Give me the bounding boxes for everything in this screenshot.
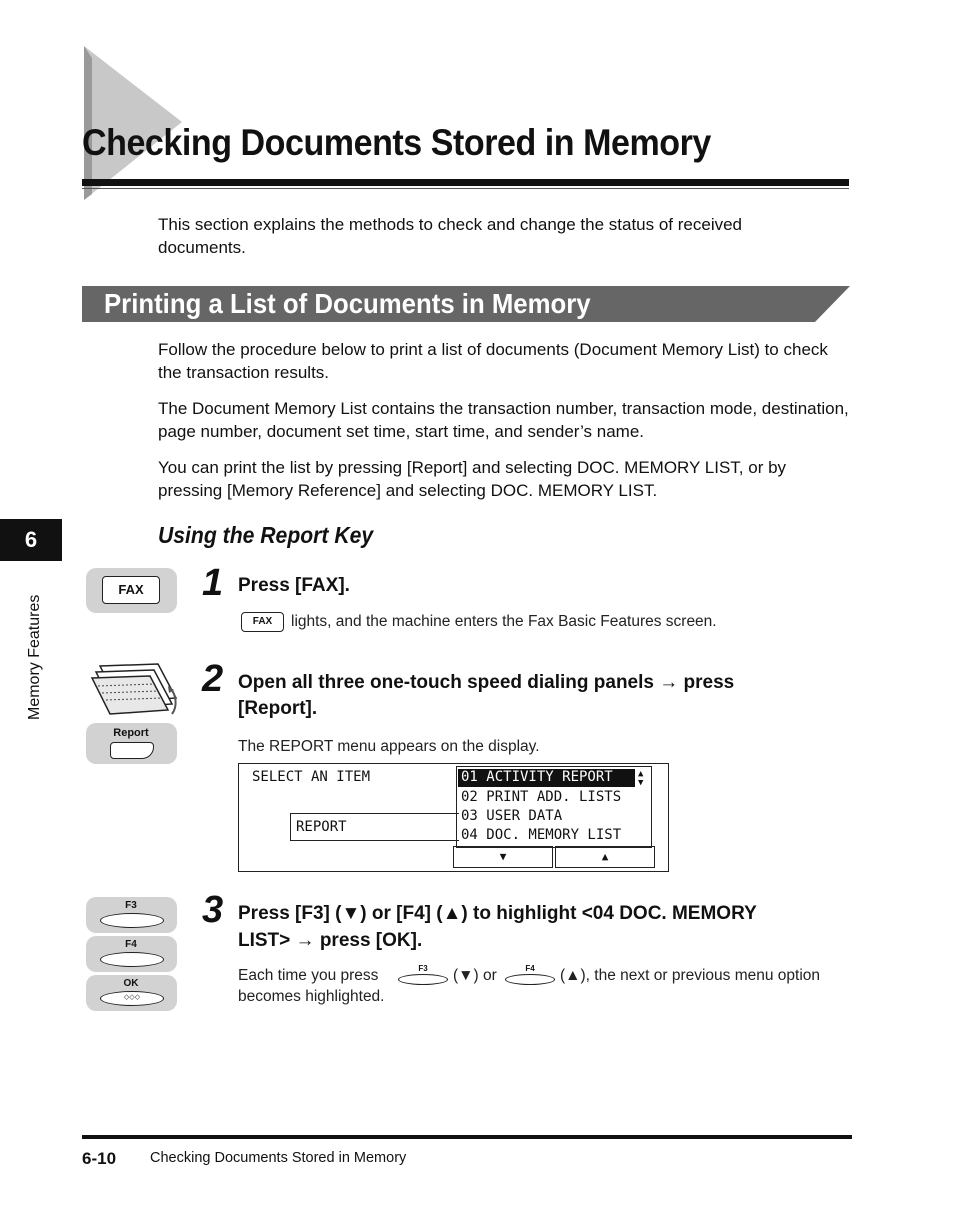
f3-inline-key-shape — [398, 974, 448, 985]
section-paragraph-3: You can print the list by pressing [Report] and selecting DOC. MEMORY LIST, or by pressing [Memory Reference] and selecting DOC. MEMORY LIST. — [158, 458, 787, 500]
f3-inline-key-label: F3 — [418, 964, 428, 973]
section-title: Printing a List of Documents in Memory — [104, 288, 591, 319]
f4-inline-key-shape — [505, 974, 555, 985]
f3-key-illustration — [86, 897, 177, 933]
footer-page-number: 6-10 — [82, 1149, 117, 1168]
step-3-heading-line-2: LIST> → press [OK]. — [238, 930, 423, 951]
lcd-display — [238, 763, 669, 872]
lcd-up-button[interactable]: ▲ — [555, 846, 655, 868]
step-1-heading: Press [FAX]. — [238, 575, 350, 596]
f4-key-button — [100, 952, 164, 967]
ok-key-illustration — [86, 975, 177, 1011]
lcd-field-value: REPORT — [296, 819, 347, 835]
subsection-title: Using the Report Key — [158, 522, 374, 548]
page-title: Checking Documents Stored in Memory — [82, 122, 711, 163]
fax-key-inline-icon: FAX — [241, 612, 284, 632]
chapter-side-label: Memory Features — [26, 594, 43, 720]
title-rule — [82, 179, 849, 186]
step-3-note-b: (▼) or — [453, 967, 497, 984]
footer-rule — [82, 1135, 852, 1139]
f4-key-label: F4 — [125, 939, 137, 950]
f3-key-label: F3 — [125, 900, 137, 911]
step-2-heading-line-2: [Report]. — [238, 698, 318, 719]
ok-key-button: ◇◇◇ — [100, 991, 164, 1006]
lcd-down-button[interactable]: ▼ — [453, 846, 553, 868]
lcd-scroll-arrows-icon: ▲ ▼ — [638, 769, 644, 788]
footer-title: Checking Documents Stored in Memory — [150, 1150, 407, 1166]
f4-key-illustration — [86, 936, 177, 972]
step-3-note-a: Each time you press — [238, 967, 379, 984]
f4-inline-key-label: F4 — [525, 964, 535, 973]
f3-inline-key-icon — [398, 964, 448, 986]
intro-paragraph: This section explains the methods to check and change the status of received documents. — [158, 215, 743, 257]
section-paragraph-1: Follow the procedure below to print a list of documents (Document Memory List) to check the transaction results. — [158, 340, 828, 382]
lcd-menu-item-2[interactable]: 02 PRINT ADD. LISTS — [461, 789, 622, 805]
step-3-note-c: (▲), the next or previous menu option — [560, 967, 821, 984]
step-1-number: 1 — [202, 562, 224, 604]
step-1-note: lights, and the machine enters the Fax Basic Features screen. — [291, 613, 717, 630]
lcd-menu-list — [456, 766, 652, 848]
chapter-tab: 6 — [0, 519, 62, 561]
one-touch-panels-icon — [88, 662, 180, 718]
lcd-menu-item-3[interactable]: 03 USER DATA — [461, 808, 563, 824]
lcd-menu-item-4[interactable]: 04 DOC. MEMORY LIST — [461, 827, 622, 843]
fax-key-illustration — [86, 568, 177, 613]
f4-inline-key-icon — [505, 964, 555, 986]
lcd-menu-item-1[interactable]: 01 ACTIVITY REPORT — [461, 769, 613, 785]
step-3-note-line-2: becomes highlighted. — [238, 988, 385, 1005]
f3-key-button — [100, 913, 164, 928]
lcd-prompt: SELECT AN ITEM — [252, 769, 371, 785]
step-3-number: 3 — [202, 889, 224, 931]
step-2-heading-line-1: Open all three one-touch speed dialing panels → press — [238, 672, 735, 693]
fax-key: FAX — [102, 576, 160, 604]
title-rule-thin — [82, 188, 849, 189]
report-key-button — [110, 742, 154, 759]
section-paragraph-2: The Document Memory List contains the transaction number, transaction mode, destination, page number, document set time, start time, and sender’s name. — [158, 399, 849, 441]
report-key-label: Report — [113, 727, 149, 739]
step-3-heading-line-1: Press [F3] (▼) or [F4] (▲) to highlight <04 DOC. MEMORY — [238, 903, 757, 924]
step-2-note: The REPORT menu appears on the display. — [238, 738, 540, 755]
report-key-illustration — [86, 723, 177, 764]
step-2-number: 2 — [202, 658, 224, 700]
ok-key-label: OK — [123, 978, 139, 989]
